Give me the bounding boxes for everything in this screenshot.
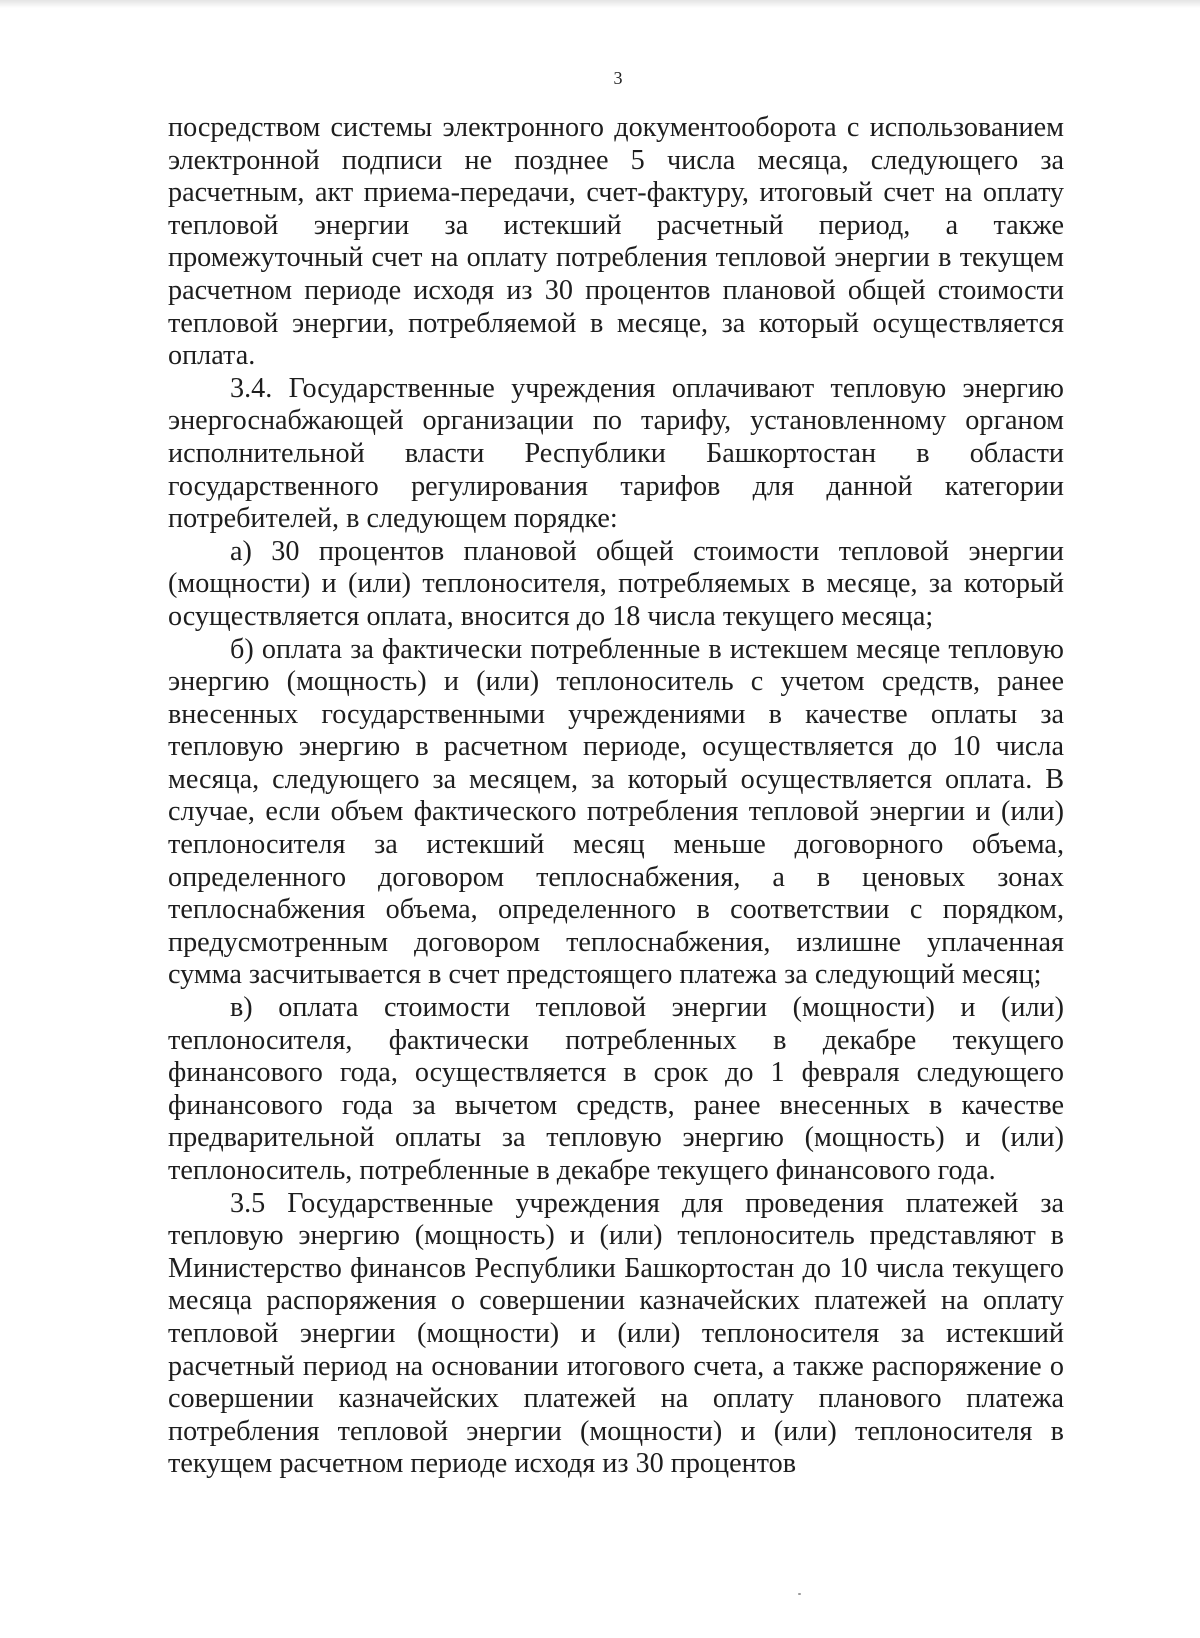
scan-speck <box>798 1593 801 1595</box>
page-number: 3 <box>613 68 623 88</box>
paragraph-continuation: посредством системы электронного документооборота с использованием электронной подписи не позднее 5 числа месяца, следующего за расчетным, акт приема-передачи, счет-фактуру, итоговый счет на оплату тепловой энергии за истекший расчетный период, а также промежуточный счет на оплату потребления тепловой энергии в текущем расчетном периоде исходя из 30 процентов плановой общей стоимости тепловой энергии, потребляемой в месяце, за который осуществляется оплата. <box>168 112 1064 372</box>
paragraph-clause-3-5: 3.5 Государственные учреждения для проведения платежей за тепловую энергию (мощность) и (или) теплоноситель представляют в Министерство финансов Республики Башкортостан до 10 числа текущего месяца распоряжения о совершении казначейских платежей на оплату тепловой энергии (мощности) и (или) теплоносителя за истекший расчетный период на основании итогового счета, а также распоряжение о совершении казначейских платежей на оплату планового платежа потребления тепловой энергии (мощности) и (или) теплоносителя в текущем расчетном периоде исходя из 30 процентов <box>168 1187 1064 1480</box>
scan-top-edge <box>0 0 1200 8</box>
paragraph-item-b: б) оплата за фактически потребленные в истекшем месяце тепловую энергию (мощность) и (или) теплоноситель с учетом средств, ранее внесенных государственными учреждениями в качестве оплаты за тепловую энергию в расчетном периоде, осуществляется до 10 числа месяца, следующего за месяцем, за который осуществляется оплата. В случае, если объем фактического потребления тепловой энергии и (или) теплоносителя за истекший месяц меньше договорного объема, определенного договором теплоснабжения, а в ценовых зонах теплоснабжения объема, определенного в соответствии с порядком, предусмотренным договором теплоснабжения, излишне уплаченная сумма засчитывается в счет предстоящего платежа за следующий месяц; <box>168 633 1064 991</box>
document-body <box>168 112 1064 1481</box>
paragraph-clause-3-4: 3.4. Государственные учреждения оплачивают тепловую энергию энергоснабжающей организации по тарифу, установленному органом исполнительной власти Республики Башкортостан в области государственного регулирования тарифов для данной категории потребителей, в следующем порядке: <box>168 372 1064 535</box>
paragraph-item-v: в) оплата стоимости тепловой энергии (мощности) и (или) теплоносителя, фактически потребленных в декабре текущего финансового года, осуществляется в срок до 1 февраля следующего финансового года за вычетом средств, ранее внесенных в качестве предварительной оплаты за тепловую энергию (мощность) и (или) теплоноситель, потребленные в декабре текущего финансового года. <box>168 992 1064 1186</box>
paragraph-item-a: а) 30 процентов плановой общей стоимости тепловой энергии (мощности) и (или) теплоносителя, потребляемых в месяце, за который осуществляется оплата, вносится до 18 числа текущего месяца; <box>168 535 1064 632</box>
